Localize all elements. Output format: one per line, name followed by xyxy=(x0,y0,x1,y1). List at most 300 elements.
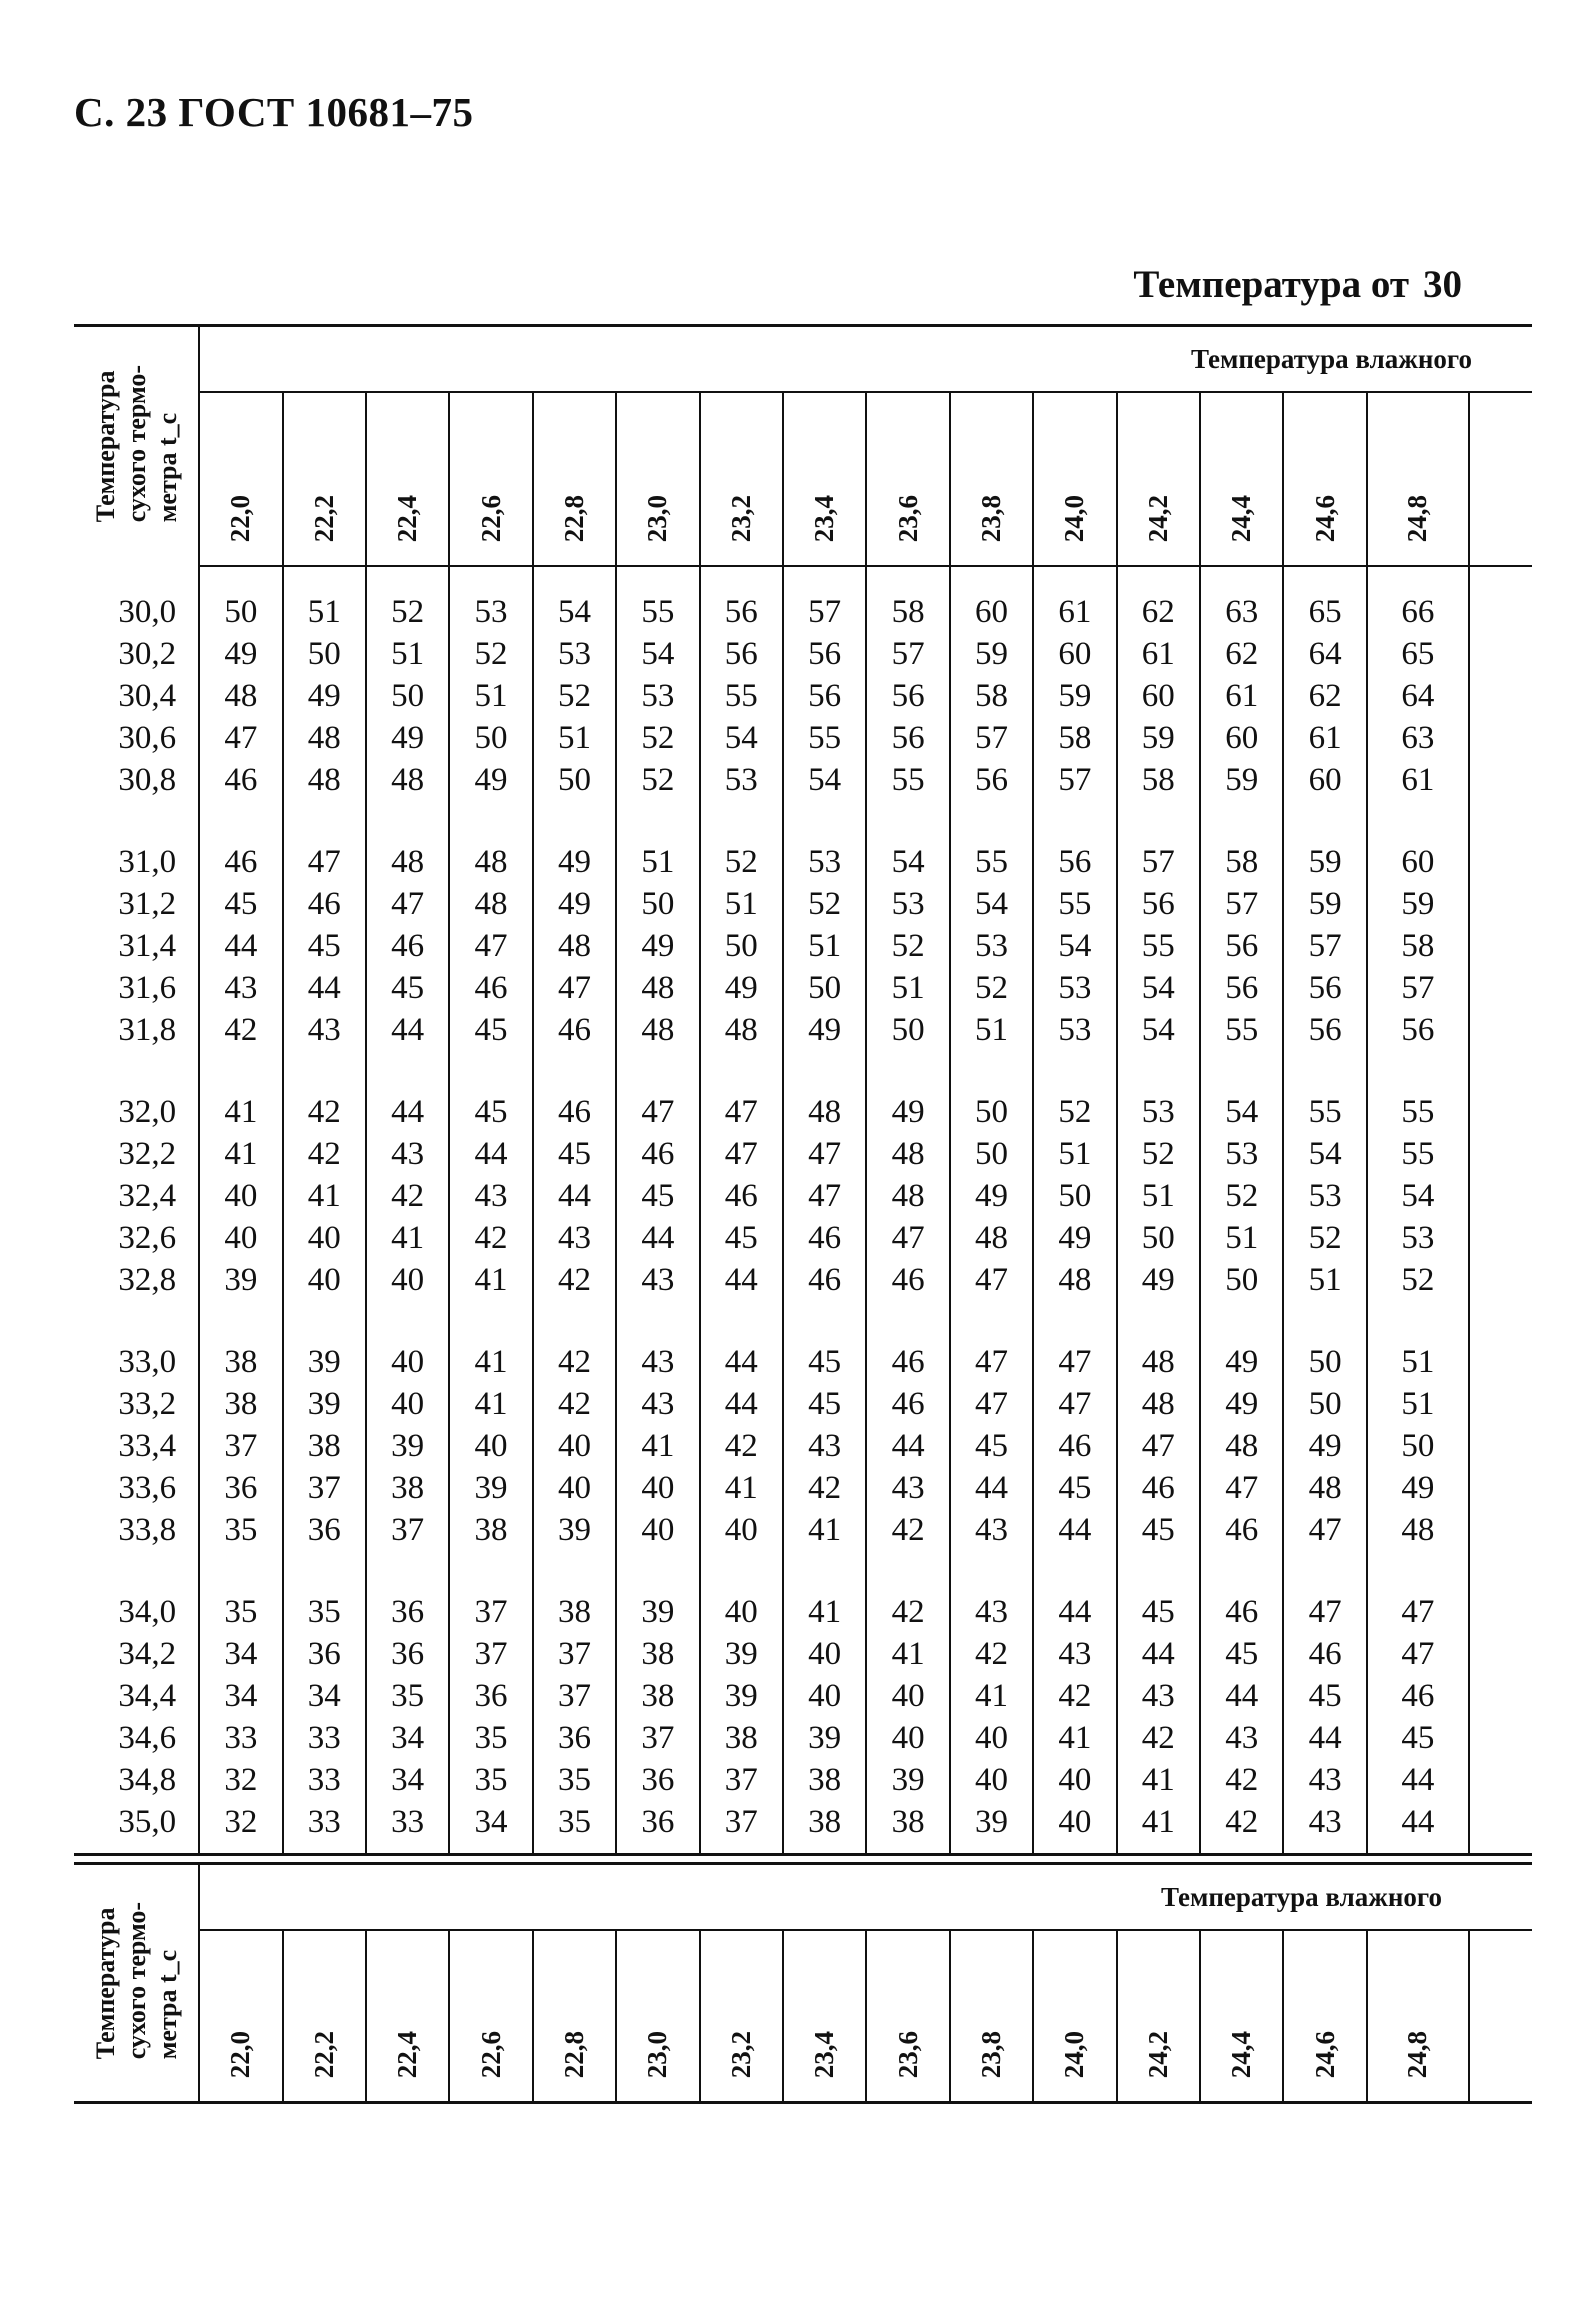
humidity-value-cell: 48 xyxy=(1367,1509,1469,1551)
humidity-value-cell: 46 xyxy=(1033,1425,1116,1467)
humidity-value-cell: 60 xyxy=(1117,675,1200,717)
blank-cell xyxy=(1469,1759,1532,1801)
dry-temp-cell: 33,4 xyxy=(74,1425,199,1467)
main-wet-col-header xyxy=(700,392,783,566)
humidity-value-cell: 57 xyxy=(783,591,866,633)
dry-temp-cell: 32,0 xyxy=(74,1091,199,1133)
wet-col-label: 24,4 xyxy=(1226,2030,1257,2078)
humidity-value-cell: 35 xyxy=(283,1591,366,1633)
wet-col-label: 22,4 xyxy=(392,494,423,542)
wet-col-label: 24,6 xyxy=(1309,494,1340,542)
humidity-value-cell: 47 xyxy=(783,1175,866,1217)
humidity-value-cell: 32 xyxy=(199,1759,282,1801)
humidity-value-cell: 42 xyxy=(533,1383,616,1425)
humidity-value-cell: 39 xyxy=(283,1383,366,1425)
humidity-value-cell: 57 xyxy=(950,717,1033,759)
humidity-value-cell: 47 xyxy=(283,841,366,883)
humidity-value-cell: 43 xyxy=(616,1341,699,1383)
humidity-value-cell: 48 xyxy=(700,1009,783,1051)
dry-temp-cell: 34,0 xyxy=(74,1591,199,1633)
humidity-value-cell: 56 xyxy=(700,633,783,675)
humidity-value-cell: 43 xyxy=(1283,1759,1366,1801)
humidity-value-cell: 45 xyxy=(1117,1591,1200,1633)
humidity-value-cell: 46 xyxy=(366,925,449,967)
humidity-value-cell: 46 xyxy=(866,1341,949,1383)
humidity-value-cell: 41 xyxy=(616,1425,699,1467)
table-spacer xyxy=(74,1551,1532,1591)
humidity-value-cell: 53 xyxy=(1117,1091,1200,1133)
humidity-value-cell: 59 xyxy=(1283,883,1366,925)
main-wet-col-header xyxy=(533,392,616,566)
humidity-value-cell: 47 xyxy=(1117,1425,1200,1467)
humidity-value-cell: 47 xyxy=(449,925,532,967)
humidity-value-cell: 37 xyxy=(700,1759,783,1801)
humidity-value-cell: 43 xyxy=(199,967,282,1009)
humidity-value-cell: 56 xyxy=(1367,1009,1469,1051)
blank-cell xyxy=(1469,1133,1532,1175)
humidity-value-cell: 48 xyxy=(449,841,532,883)
humidity-value-cell: 38 xyxy=(616,1633,699,1675)
humidity-value-cell: 57 xyxy=(1200,883,1283,925)
humidity-value-cell: 54 xyxy=(1117,1009,1200,1051)
humidity-value-cell: 53 xyxy=(1283,1175,1366,1217)
humidity-value-cell: 47 xyxy=(1283,1591,1366,1633)
humidity-value-cell: 40 xyxy=(283,1217,366,1259)
humidity-value-cell: 47 xyxy=(616,1091,699,1133)
humidity-value-cell: 55 xyxy=(1367,1091,1469,1133)
humidity-value-cell: 45 xyxy=(283,925,366,967)
humidity-value-cell: 46 xyxy=(783,1259,866,1301)
table-row xyxy=(74,1675,1532,1717)
repeat-wet-col-header xyxy=(199,1930,282,2103)
humidity-value-cell: 60 xyxy=(1367,841,1469,883)
humidity-value-cell: 42 xyxy=(283,1133,366,1175)
humidity-value-cell: 50 xyxy=(950,1091,1033,1133)
humidity-value-cell: 52 xyxy=(700,841,783,883)
humidity-value-cell: 49 xyxy=(1033,1217,1116,1259)
humidity-value-cell: 56 xyxy=(866,717,949,759)
humidity-value-cell: 49 xyxy=(533,883,616,925)
main-wet-col-header xyxy=(1283,392,1366,566)
dry-temp-cell: 32,6 xyxy=(74,1217,199,1259)
humidity-value-cell: 40 xyxy=(700,1509,783,1551)
humidity-value-cell: 64 xyxy=(1367,675,1469,717)
humidity-value-cell: 33 xyxy=(283,1801,366,1843)
wet-col-label: 23,2 xyxy=(725,2030,756,2078)
humidity-value-cell: 51 xyxy=(1117,1175,1200,1217)
main-wet-col-header xyxy=(283,392,366,566)
repeat-blank-col-header xyxy=(1469,1930,1532,2103)
humidity-value-cell: 47 xyxy=(700,1091,783,1133)
blank-cell xyxy=(1469,1341,1532,1383)
table-row xyxy=(74,967,1532,1009)
humidity-value-cell: 38 xyxy=(449,1509,532,1551)
humidity-value-cell: 48 xyxy=(1033,1259,1116,1301)
dry-temp-cell: 31,8 xyxy=(74,1009,199,1051)
humidity-value-cell: 37 xyxy=(449,1633,532,1675)
dry-temp-cell: 32,2 xyxy=(74,1133,199,1175)
wet-col-label: 23,8 xyxy=(975,494,1006,542)
humidity-value-cell: 38 xyxy=(866,1801,949,1843)
humidity-value-cell: 48 xyxy=(783,1091,866,1133)
humidity-value-cell: 46 xyxy=(616,1133,699,1175)
repeated-table-header xyxy=(74,1862,1532,2104)
humidity-value-cell: 36 xyxy=(449,1675,532,1717)
wet-col-label: 24,0 xyxy=(1059,494,1090,542)
humidity-value-cell: 43 xyxy=(616,1383,699,1425)
humidity-value-cell: 46 xyxy=(533,1009,616,1051)
humidity-value-cell: 45 xyxy=(1283,1675,1366,1717)
humidity-value-cell: 46 xyxy=(1367,1675,1469,1717)
humidity-value-cell: 42 xyxy=(533,1341,616,1383)
humidity-value-cell: 34 xyxy=(366,1759,449,1801)
humidity-value-cell: 49 xyxy=(1200,1383,1283,1425)
humidity-value-cell: 48 xyxy=(1117,1383,1200,1425)
humidity-value-cell: 43 xyxy=(950,1509,1033,1551)
humidity-value-cell: 41 xyxy=(449,1259,532,1301)
humidity-value-cell: 50 xyxy=(1200,1259,1283,1301)
humidity-value-cell: 55 xyxy=(616,591,699,633)
repeat-wet-col-header xyxy=(616,1930,699,2103)
humidity-value-cell: 59 xyxy=(1033,675,1116,717)
humidity-value-cell: 44 xyxy=(199,925,282,967)
wet-col-label: 24,8 xyxy=(1402,2030,1433,2078)
humidity-value-cell: 34 xyxy=(449,1801,532,1843)
wet-col-label: 22,2 xyxy=(308,2030,339,2078)
humidity-value-cell: 61 xyxy=(1283,717,1366,759)
humidity-value-cell: 34 xyxy=(366,1717,449,1759)
humidity-value-cell: 46 xyxy=(1283,1633,1366,1675)
wet-col-label: 24,6 xyxy=(1309,2030,1340,2078)
humidity-value-cell: 55 xyxy=(1200,1009,1283,1051)
humidity-value-cell: 44 xyxy=(1117,1633,1200,1675)
humidity-value-cell: 40 xyxy=(616,1467,699,1509)
humidity-value-cell: 33 xyxy=(283,1759,366,1801)
humidity-value-cell: 49 xyxy=(283,675,366,717)
repeat-wet-col-header xyxy=(1117,1930,1200,2103)
wet-col-label: 23,8 xyxy=(975,2030,1006,2078)
humidity-value-cell: 39 xyxy=(199,1259,282,1301)
page-header: С. 23 ГОСТ 10681–75 xyxy=(74,89,474,135)
blank-cell xyxy=(1469,1801,1532,1843)
wet-col-label: 24,4 xyxy=(1226,494,1257,542)
humidity-value-cell: 37 xyxy=(199,1425,282,1467)
main-blank-col-header xyxy=(1469,392,1532,566)
humidity-value-cell: 43 xyxy=(1033,1633,1116,1675)
humidity-value-cell: 52 xyxy=(1283,1217,1366,1259)
humidity-value-cell: 52 xyxy=(616,759,699,801)
humidity-value-cell: 34 xyxy=(199,1633,282,1675)
repeat-wet-col-header xyxy=(866,1930,949,2103)
humidity-value-cell: 36 xyxy=(533,1717,616,1759)
wet-col-label: 23,2 xyxy=(725,494,756,542)
humidity-value-cell: 57 xyxy=(866,633,949,675)
table-row xyxy=(74,1383,1532,1425)
humidity-value-cell: 61 xyxy=(1117,633,1200,675)
humidity-value-cell: 41 xyxy=(366,1217,449,1259)
main-wet-col-header xyxy=(866,392,949,566)
humidity-value-cell: 50 xyxy=(950,1133,1033,1175)
humidity-value-cell: 44 xyxy=(1033,1509,1116,1551)
table-row xyxy=(74,1425,1532,1467)
wet-col-label: 24,2 xyxy=(1142,2030,1173,2078)
blank-cell xyxy=(1469,1009,1532,1051)
dry-temp-cell: 30,4 xyxy=(74,675,199,717)
blank-cell xyxy=(1469,1467,1532,1509)
humidity-value-cell: 59 xyxy=(1367,883,1469,925)
humidity-value-cell: 66 xyxy=(1367,591,1469,633)
humidity-value-cell: 40 xyxy=(533,1425,616,1467)
humidity-value-cell: 40 xyxy=(783,1675,866,1717)
humidity-value-cell: 50 xyxy=(449,717,532,759)
repeat-wet-col-header xyxy=(366,1930,449,2103)
humidity-value-cell: 42 xyxy=(700,1425,783,1467)
humidity-value-cell: 55 xyxy=(1367,1133,1469,1175)
wet-col-label: 24,2 xyxy=(1142,494,1173,542)
humidity-value-cell: 41 xyxy=(783,1591,866,1633)
humidity-value-cell: 39 xyxy=(950,1801,1033,1843)
humidity-value-cell: 38 xyxy=(616,1675,699,1717)
dry-temp-cell: 30,6 xyxy=(74,717,199,759)
table-row xyxy=(74,591,1532,633)
humidity-value-cell: 38 xyxy=(366,1467,449,1509)
blank-cell xyxy=(1469,759,1532,801)
humidity-value-cell: 52 xyxy=(1033,1091,1116,1133)
humidity-value-cell: 43 xyxy=(783,1425,866,1467)
humidity-value-cell: 53 xyxy=(866,883,949,925)
humidity-value-cell: 54 xyxy=(950,883,1033,925)
blank-cell xyxy=(1469,633,1532,675)
blank-cell xyxy=(1469,1383,1532,1425)
humidity-value-cell: 49 xyxy=(700,967,783,1009)
humidity-value-cell: 35 xyxy=(366,1675,449,1717)
humidity-value-cell: 52 xyxy=(1117,1133,1200,1175)
humidity-value-cell: 39 xyxy=(866,1759,949,1801)
table-row xyxy=(74,1633,1532,1675)
humidity-value-cell: 46 xyxy=(199,841,282,883)
humidity-value-cell: 55 xyxy=(783,717,866,759)
humidity-value-cell: 38 xyxy=(783,1801,866,1843)
dry-temp-cell: 33,6 xyxy=(74,1467,199,1509)
repeat-wet-col-header xyxy=(1367,1930,1469,2103)
main-wet-col-header xyxy=(1033,392,1116,566)
humidity-value-cell: 46 xyxy=(449,967,532,1009)
humidity-value-cell: 51 xyxy=(866,967,949,1009)
humidity-value-cell: 40 xyxy=(616,1509,699,1551)
table-row xyxy=(74,633,1532,675)
humidity-value-cell: 41 xyxy=(199,1133,282,1175)
humidity-value-cell: 45 xyxy=(449,1091,532,1133)
table-row xyxy=(74,1259,1532,1301)
humidity-value-cell: 37 xyxy=(283,1467,366,1509)
humidity-value-cell: 54 xyxy=(1200,1091,1283,1133)
humidity-value-cell: 42 xyxy=(1200,1759,1283,1801)
humidity-value-cell: 51 xyxy=(533,717,616,759)
humidity-value-cell: 46 xyxy=(283,883,366,925)
wet-col-label: 22,0 xyxy=(225,494,256,542)
humidity-value-cell: 47 xyxy=(199,717,282,759)
humidity-value-cell: 47 xyxy=(783,1133,866,1175)
humidity-value-cell: 51 xyxy=(616,841,699,883)
humidity-value-cell: 51 xyxy=(1367,1383,1469,1425)
blank-cell xyxy=(1469,1217,1532,1259)
humidity-value-cell: 48 xyxy=(1283,1467,1366,1509)
humidity-value-cell: 39 xyxy=(366,1425,449,1467)
humidity-value-cell: 50 xyxy=(1283,1383,1366,1425)
humidity-value-cell: 40 xyxy=(783,1633,866,1675)
humidity-value-cell: 52 xyxy=(533,675,616,717)
repeat-wet-col-header xyxy=(1200,1930,1283,2103)
humidity-value-cell: 40 xyxy=(449,1425,532,1467)
humidity-value-cell: 58 xyxy=(1033,717,1116,759)
blank-cell xyxy=(1469,841,1532,883)
humidity-value-cell: 54 xyxy=(1033,925,1116,967)
humidity-value-cell: 45 xyxy=(1200,1633,1283,1675)
humidity-value-cell: 41 xyxy=(700,1467,783,1509)
humidity-value-cell: 52 xyxy=(866,925,949,967)
humidity-value-cell: 40 xyxy=(1033,1759,1116,1801)
blank-cell xyxy=(1469,1717,1532,1759)
table-row xyxy=(74,1175,1532,1217)
humidity-value-cell: 47 xyxy=(366,883,449,925)
humidity-value-cell: 38 xyxy=(533,1591,616,1633)
humidity-value-cell: 49 xyxy=(616,925,699,967)
humidity-value-cell: 38 xyxy=(700,1717,783,1759)
humidity-value-cell: 42 xyxy=(533,1259,616,1301)
humidity-value-cell: 37 xyxy=(449,1591,532,1633)
humidity-value-cell: 40 xyxy=(950,1759,1033,1801)
humidity-value-cell: 45 xyxy=(1033,1467,1116,1509)
wet-col-label: 23,6 xyxy=(892,2030,923,2078)
humidity-value-cell: 46 xyxy=(1200,1509,1283,1551)
table-row xyxy=(74,717,1532,759)
blank-cell xyxy=(1469,1633,1532,1675)
psychrometric-table xyxy=(74,324,1532,1856)
humidity-value-cell: 63 xyxy=(1367,717,1469,759)
humidity-value-cell: 52 xyxy=(366,591,449,633)
humidity-value-cell: 54 xyxy=(1367,1175,1469,1217)
humidity-value-cell: 49 xyxy=(1283,1425,1366,1467)
blank-cell xyxy=(1469,1091,1532,1133)
dry-label-line-2: сухого термо- xyxy=(121,365,151,523)
humidity-value-cell: 34 xyxy=(283,1675,366,1717)
main-wet-col-header xyxy=(1367,392,1469,566)
humidity-value-cell: 48 xyxy=(616,1009,699,1051)
humidity-value-cell: 59 xyxy=(1200,759,1283,801)
humidity-value-cell: 40 xyxy=(1033,1801,1116,1843)
humidity-value-cell: 44 xyxy=(700,1341,783,1383)
blank-cell xyxy=(1469,967,1532,1009)
humidity-value-cell: 43 xyxy=(1283,1801,1366,1843)
humidity-value-cell: 48 xyxy=(866,1133,949,1175)
humidity-value-cell: 45 xyxy=(783,1341,866,1383)
blank-cell xyxy=(1469,925,1532,967)
humidity-value-cell: 42 xyxy=(950,1633,1033,1675)
humidity-value-cell: 46 xyxy=(533,1091,616,1133)
humidity-value-cell: 60 xyxy=(1283,759,1366,801)
humidity-value-cell: 56 xyxy=(1200,967,1283,1009)
humidity-value-cell: 65 xyxy=(1367,633,1469,675)
humidity-value-cell: 47 xyxy=(1367,1591,1469,1633)
humidity-value-cell: 48 xyxy=(283,717,366,759)
table-row xyxy=(74,1509,1532,1551)
humidity-value-cell: 44 xyxy=(533,1175,616,1217)
humidity-value-cell: 49 xyxy=(366,717,449,759)
humidity-value-cell: 51 xyxy=(1283,1259,1366,1301)
wet-col-label: 22,6 xyxy=(475,494,506,542)
humidity-value-cell: 43 xyxy=(533,1217,616,1259)
humidity-value-cell: 61 xyxy=(1200,675,1283,717)
humidity-value-cell: 43 xyxy=(366,1133,449,1175)
humidity-value-cell: 48 xyxy=(1117,1341,1200,1383)
humidity-value-cell: 45 xyxy=(1367,1717,1469,1759)
humidity-value-cell: 47 xyxy=(950,1259,1033,1301)
dry-label-line-1: Температура xyxy=(90,370,120,523)
wet-thermometer-header: Температура влажного xyxy=(199,326,1532,393)
humidity-value-cell: 37 xyxy=(533,1675,616,1717)
humidity-value-cell: 50 xyxy=(1283,1341,1366,1383)
humidity-value-cell: 49 xyxy=(199,633,282,675)
humidity-value-cell: 47 xyxy=(1200,1467,1283,1509)
humidity-value-cell: 59 xyxy=(950,633,1033,675)
table-spacer xyxy=(74,1301,1532,1341)
humidity-value-cell: 43 xyxy=(283,1009,366,1051)
humidity-value-cell: 40 xyxy=(283,1259,366,1301)
range-title xyxy=(1133,262,1462,307)
main-wet-col-header xyxy=(616,392,699,566)
humidity-value-cell: 44 xyxy=(449,1133,532,1175)
humidity-value-cell: 48 xyxy=(199,675,282,717)
humidity-value-cell: 43 xyxy=(1200,1717,1283,1759)
main-wet-col-header xyxy=(199,392,282,566)
humidity-value-cell: 54 xyxy=(866,841,949,883)
range-title-value: 30 xyxy=(1423,263,1462,306)
humidity-value-cell: 35 xyxy=(199,1591,282,1633)
dry-temp-cell: 35,0 xyxy=(74,1801,199,1843)
table-row xyxy=(74,1801,1532,1843)
humidity-value-cell: 59 xyxy=(1283,841,1366,883)
humidity-value-cell: 55 xyxy=(1283,1091,1366,1133)
dry-temp-cell: 30,8 xyxy=(74,759,199,801)
table-row xyxy=(74,759,1532,801)
humidity-value-cell: 58 xyxy=(1200,841,1283,883)
blank-cell xyxy=(1469,1509,1532,1551)
main-wet-col-header xyxy=(1117,392,1200,566)
blank-cell xyxy=(1469,1591,1532,1633)
humidity-value-cell: 40 xyxy=(700,1591,783,1633)
humidity-value-cell: 48 xyxy=(533,925,616,967)
humidity-value-cell: 55 xyxy=(700,675,783,717)
dry-temp-cell: 31,6 xyxy=(74,967,199,1009)
humidity-value-cell: 49 xyxy=(1200,1341,1283,1383)
dry-thermometer-header-repeat xyxy=(74,1864,199,2103)
dry-temp-cell: 30,2 xyxy=(74,633,199,675)
blank-cell xyxy=(1469,717,1532,759)
humidity-value-cell: 45 xyxy=(366,967,449,1009)
humidity-value-cell: 42 xyxy=(366,1175,449,1217)
humidity-value-cell: 53 xyxy=(616,675,699,717)
humidity-value-cell: 46 xyxy=(866,1259,949,1301)
humidity-value-cell: 51 xyxy=(449,675,532,717)
humidity-value-cell: 35 xyxy=(533,1801,616,1843)
humidity-value-cell: 53 xyxy=(700,759,783,801)
humidity-value-cell: 48 xyxy=(1200,1425,1283,1467)
humidity-value-cell: 42 xyxy=(866,1591,949,1633)
blank-cell xyxy=(1469,591,1532,633)
humidity-value-cell: 34 xyxy=(199,1675,282,1717)
humidity-value-cell: 53 xyxy=(783,841,866,883)
humidity-value-cell: 48 xyxy=(366,841,449,883)
